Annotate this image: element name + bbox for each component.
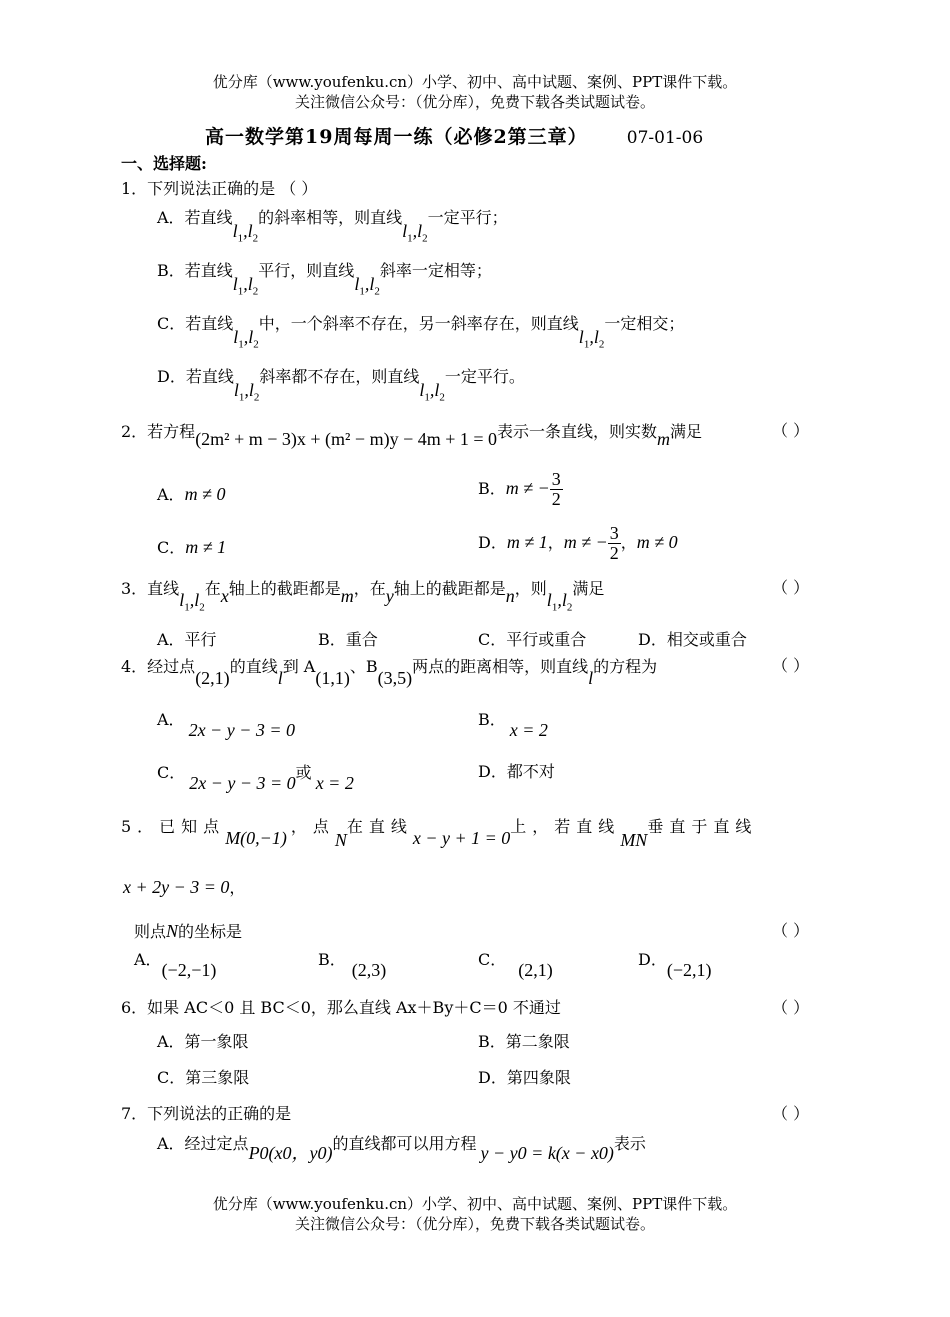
q2-option-c: C．m ≠ 1 (157, 537, 227, 557)
q1-option-a: A．若直线$l_1,l_2$的斜率相等，则直线$l_1,l_2$一定平行； (157, 208, 508, 245)
q1-stem: 1．下列说法正确的是 （ ） (121, 179, 318, 198)
q3-answer-paren: （ ） (772, 578, 810, 597)
date: 07-01-06 (626, 128, 704, 148)
q2-answer-paren: （ ） (772, 421, 810, 440)
q4-option-a: A．2x − y − 3 = 0 (157, 710, 295, 740)
q5-option-a: A．(−2,−1) (134, 950, 217, 980)
q6-option-d: D．第四象限 (478, 1068, 571, 1087)
q2-option-d: D．m ≠ 1，m ≠ − $\frac{3}{2}$ ，m ≠ 0 (478, 523, 678, 563)
q3-option-a: A．平行 (157, 630, 217, 649)
page-title (205, 126, 703, 149)
q5-option-d: D．(−2,1) (638, 950, 712, 980)
q5-option-c: C．(2,1) (478, 950, 553, 980)
q4-option-d: D．都不对 (478, 762, 555, 781)
q7-option-a: A．经过定点P0(x0，y0)的直线都可以用方程 y − y0 = k(x − x0)表示 (157, 1134, 646, 1163)
title-text: 高一数学第19周每周一练（必修2第三章） (205, 126, 588, 148)
q3-option-d: D．相交或重合 (638, 630, 747, 649)
q5-stem-line-2: x + 2y − 3 = 0， (123, 877, 246, 897)
q6-option-a: A．第一象限 (157, 1032, 249, 1051)
footer-line-1: 优分库（www.youfenku.cn）小学、初中、高中试题、案例、PPT课件下载。 (212, 1195, 738, 1213)
footer-line-2: 关注微信公众号：（优分库），免费下载各类试题试卷。 (294, 1215, 655, 1233)
q4-option-b: B．x = 2 (478, 710, 548, 740)
q3-stem: 3．直线$l_1,l_2$在x轴上的截距都是m，在y轴上的截距都是n，则$l_1,l_2$满足 (121, 579, 605, 614)
q5-option-b: B．(2,3) (318, 950, 387, 980)
q6-option-b: B．第二象限 (478, 1032, 570, 1051)
q6-option-c: C．第三象限 (157, 1068, 250, 1087)
q4-stem: 4．经过点(2,1)的直线l到 A(1,1)、B(3,5)两点的距离相等，则直线l的方程为 (121, 657, 658, 688)
q4-option-c: C．2x − y − 3 = 0或x = 2 (157, 763, 354, 793)
q1-option-b: B．若直线$l_1,l_2$平行，则直线$l_1,l_2$斜率一定相等； (157, 261, 492, 298)
q6-stem: 6．如果 AC＜0 且 BC＜0，那么直线 Ax＋By＋C＝0 不通过 (121, 998, 561, 1017)
q6-answer-paren: （ ） (772, 998, 810, 1017)
q2-stem: 2．若方程(2m² + m − 3)x + (m² − m)y − 4m + 1 = 0表示一条直线，则实数m满足 (121, 422, 703, 449)
q7-stem: 7．下列说法的正确的是 (121, 1104, 292, 1123)
q2-option-b: B．m ≠ − $\frac{3}{2}$ (478, 469, 561, 509)
q7-answer-paren: （ ） (772, 1104, 810, 1123)
q5-answer-paren: （ ） (772, 921, 810, 940)
section-heading: 一、选择题: (121, 154, 207, 173)
q1-option-c: C．若直线$l_1,l_2$中，一个斜率不存在，另一斜率存在，则直线$l_1,l_2$一定相交； (157, 314, 685, 351)
q3-option-c: C．平行或重合 (478, 630, 587, 649)
q5-ask: 则点N的坐标是 (134, 921, 243, 941)
q3-option-b: B．重合 (318, 630, 378, 649)
header-line-1: 优分库（www.youfenku.cn）小学、初中、高中试题、案例、PPT课件下载。 (212, 73, 738, 91)
q1-option-d: D．若直线$l_1,l_2$斜率都不存在，则直线$l_1,l_2$一定平行。 (157, 367, 525, 404)
q4-answer-paren: （ ） (772, 656, 810, 675)
header-line-2: 关注微信公众号：（优分库），免费下载各类试题试卷。 (294, 93, 655, 111)
q2-option-a: A．m ≠ 0 (157, 484, 226, 504)
q5-stem-line-1: 5．已知点M(0,−1)，点N在直线x − y + 1 = 0上，若直线MN垂直于直线 (121, 817, 758, 850)
